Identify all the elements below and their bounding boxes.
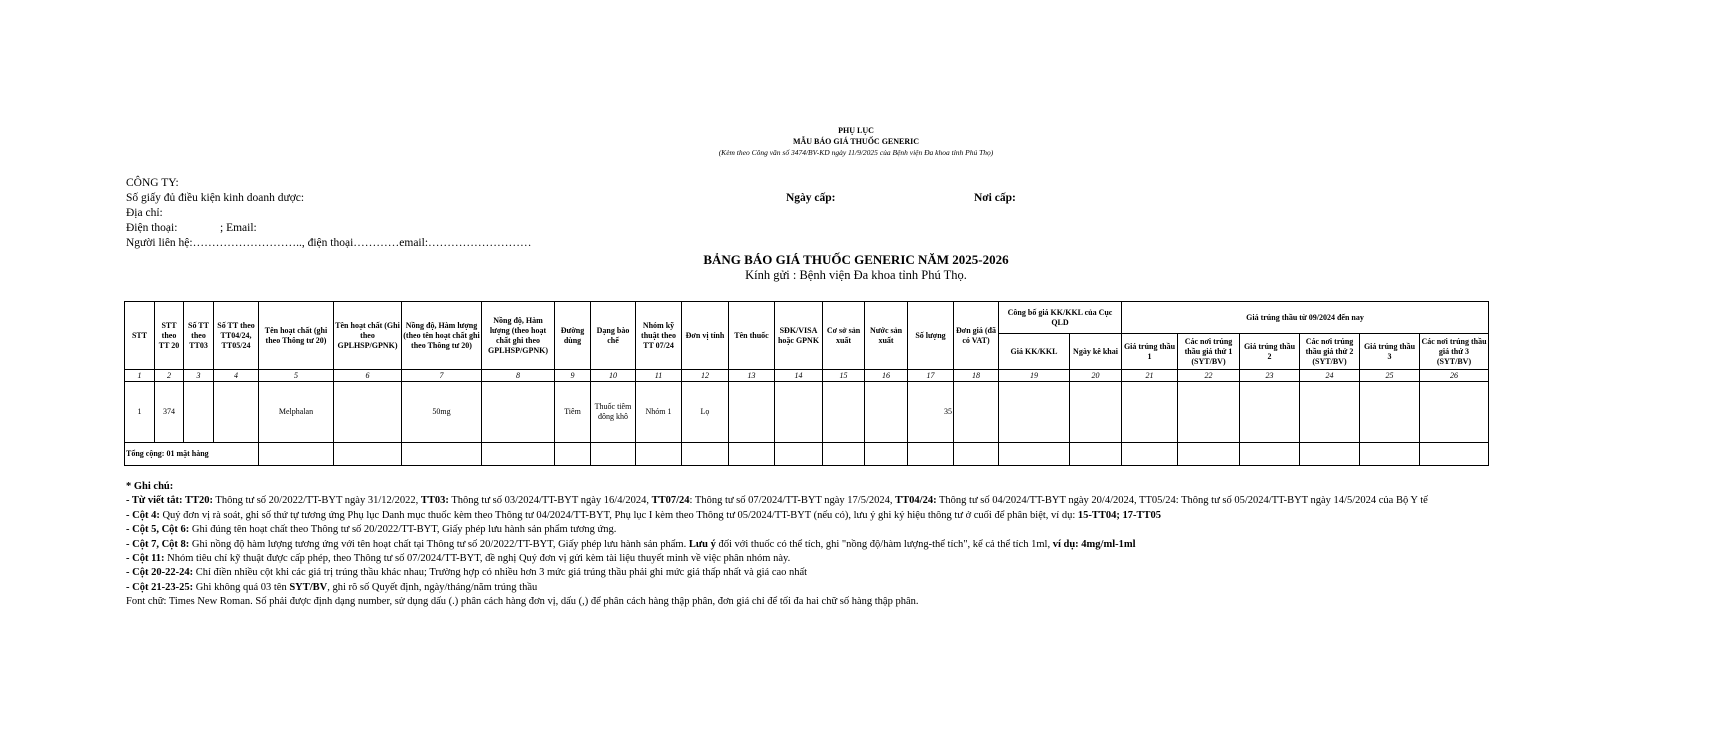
document-title: BẢNG BÁO GIÁ THUỐC GENERIC NĂM 2025-2026 <box>703 252 1009 267</box>
col-header-place2: Các nơi trúng thầu giá thứ 2 (SYT/BV) <box>1300 334 1360 370</box>
contact-line: Người liên hệ:……………………….., điện thoại…………email:……………………… <box>126 237 532 249</box>
column-number: 7 <box>402 370 482 382</box>
column-number: 14 <box>775 370 823 382</box>
col-header-route: Đường dùng <box>555 302 591 370</box>
column-number: 20 <box>1070 370 1122 382</box>
cell-unit-price <box>954 382 999 443</box>
col-header-so-tt-tt04: Số TT theo TT04/24, TT05/24 <box>214 302 259 370</box>
total-cell <box>1240 443 1300 466</box>
cell-win1 <box>1122 382 1178 443</box>
col-header-tech-group: Nhóm kỹ thuật theo TT 07/24 <box>636 302 682 370</box>
notes-section <box>126 480 1428 610</box>
total-cell <box>823 443 865 466</box>
cell-quantity: 35 <box>908 382 954 443</box>
issue-place-label: Nơi cấp: <box>974 192 1016 204</box>
appendix-label: PHỤ LỤC <box>838 126 874 135</box>
note-font: Font chữ: Times New Roman. Số phải được định dạng number, sử dụng dấu (.) phân cách hàng đơn vị, dấu (,) để phân cách hàng thập phân, đơn giá chỉ để tối đa hai chữ số hàng thập phân. <box>126 596 919 608</box>
column-number: 6 <box>334 370 402 382</box>
total-cell <box>1360 443 1420 466</box>
column-number: 24 <box>1300 370 1360 382</box>
cell-route: Tiêm <box>555 382 591 443</box>
total-cell <box>999 443 1070 466</box>
price-quote-table <box>124 301 1489 466</box>
cell-so-tt-tt03 <box>184 382 214 443</box>
cell-win2 <box>1240 382 1300 443</box>
cell-place3 <box>1420 382 1489 443</box>
column-number: 4 <box>214 370 259 382</box>
cell-tech-group: Nhóm 1 <box>636 382 682 443</box>
total-cell <box>636 443 682 466</box>
total-cell <box>482 443 555 466</box>
total-row <box>125 443 1489 466</box>
column-number: 8 <box>482 370 555 382</box>
address-label: Địa chỉ: <box>126 207 163 219</box>
company-label: CÔNG TY: <box>126 177 179 189</box>
col-header-active-gplhsp: Tên hoạt chất (Ghi theo GPLHSP/GPNK) <box>334 302 402 370</box>
total-cell <box>555 443 591 466</box>
cell-so-tt-tt04 <box>214 382 259 443</box>
col-header-manufacturer: Cơ sở sản xuất <box>823 302 865 370</box>
column-number: 13 <box>729 370 775 382</box>
total-cell <box>1178 443 1240 466</box>
total-cell <box>865 443 908 466</box>
col-header-place3: Các nơi trúng thầu giá thứ 3 (SYT/BV) <box>1420 334 1489 370</box>
total-label: Tổng cộng: 01 mặt hàng <box>125 443 259 466</box>
cell-conc-tt20: 50mg <box>402 382 482 443</box>
col-header-so-tt-tt03: Số TT theo TT03 <box>184 302 214 370</box>
column-number: 21 <box>1122 370 1178 382</box>
header-row-1 <box>125 302 1489 334</box>
col-header-winning-group: Giá trúng thầu từ 09/2024 đến nay <box>1122 302 1489 334</box>
total-cell <box>954 443 999 466</box>
note-column-11: - Cột 11: Nhóm tiêu chí kỹ thuật được cấp phép, theo Thông tư số 07/2024/TT-BYT, đề nghị Quý đơn vị gửi kèm tài liệu thuyết minh về việc phân nhóm này. <box>126 553 791 565</box>
column-number-row <box>125 370 1489 382</box>
col-header-country: Nước sản xuất <box>865 302 908 370</box>
col-header-conc-tt20: Nồng độ, Hàm lượng (theo tên hoạt chất ghi theo Thông tư 20) <box>402 302 482 370</box>
cell-unit: Lọ <box>682 382 729 443</box>
cell-place1 <box>1178 382 1240 443</box>
total-cell <box>1420 443 1489 466</box>
col-header-form: Dạng bào chế <box>591 302 636 370</box>
column-number: 19 <box>999 370 1070 382</box>
column-number: 1 <box>125 370 155 382</box>
total-cell <box>908 443 954 466</box>
total-cell <box>1122 443 1178 466</box>
total-cell <box>1070 443 1122 466</box>
total-cell <box>775 443 823 466</box>
total-cell <box>591 443 636 466</box>
col-header-declared-date: Ngày kê khai <box>1070 334 1122 370</box>
cell-declared-price <box>999 382 1070 443</box>
column-number: 10 <box>591 370 636 382</box>
note-abbreviations: - Từ viết tắt: TT20: Thông tư số 20/2022/TT-BYT ngày 31/12/2022, TT03: Thông tư số 03/2024/TT-BYT ngày 16/4/2024, TT07/24: Thông tư số 07/2024/TT-BYT ngày 17/5/2024, TT04/24: Thông tư số 04/2024/TT-BYT ngày 20/4/2024, TT05/24: Thông tư số 05/2024/TT-BYT ngày 14/5/2024 của Bộ Y tế <box>126 495 1428 507</box>
column-number: 26 <box>1420 370 1489 382</box>
column-number: 15 <box>823 370 865 382</box>
cell-stt-tt20: 374 <box>155 382 184 443</box>
total-cell <box>402 443 482 466</box>
total-cell <box>729 443 775 466</box>
col-header-active-tt20: Tên hoạt chất (ghi theo Thông tư 20) <box>259 302 334 370</box>
col-header-win3: Giá trúng thầu 3 <box>1360 334 1420 370</box>
cell-active-tt20: Melphalan <box>259 382 334 443</box>
column-number: 3 <box>184 370 214 382</box>
col-header-win2: Giá trúng thầu 2 <box>1240 334 1300 370</box>
col-header-unit-price: Đơn giá (đã có VAT) <box>954 302 999 370</box>
cell-stt: 1 <box>125 382 155 443</box>
col-header-drug-name: Tên thuốc <box>729 302 775 370</box>
cell-active-gplhsp <box>334 382 402 443</box>
column-number: 11 <box>636 370 682 382</box>
cell-win3 <box>1360 382 1420 443</box>
license-label: Số giấy đủ điều kiện kinh doanh dược: <box>126 192 305 204</box>
reference-note: (Kèm theo Công văn số 3474/BV-KD ngày 11/9/2025 của Bệnh viện Đa khoa tỉnh Phú Thọ) <box>718 148 994 157</box>
note-column-5-6: - Cột 5, Cột 6: Ghi đúng tên hoạt chất theo Thông tư số 20/2022/TT-BYT, Giấy phép lưu hành sản phẩm tương ứng. <box>126 524 617 536</box>
col-header-declared-price: Giá KK/KKL <box>999 334 1070 370</box>
col-header-place1: Các nơi trúng thầu giá thứ 1 (SYT/BV) <box>1178 334 1240 370</box>
column-number: 22 <box>1178 370 1240 382</box>
notes-heading: * Ghi chú: <box>126 481 174 492</box>
phone-label: Điện thoại: <box>126 222 178 234</box>
total-cell <box>1300 443 1360 466</box>
col-header-reg-no: SĐK/VISA hoặc GPNK <box>775 302 823 370</box>
note-column-4: - Cột 4: Quý đơn vị rà soát, ghi số thứ tự tương ứng Phụ lục Danh mục thuốc kèm theo Thông tư 04/2024/TT-BYT, Phụ lục I kèm theo Thông tư 05/2024/TT-BYT (nếu có), lưu ý ghi ký hiệu thông tư ở cuối để phân biệt, ví dụ: 15-TT04; 17-TT05 <box>126 509 1162 521</box>
column-number: 23 <box>1240 370 1300 382</box>
cell-declared-date <box>1070 382 1122 443</box>
col-header-conc-gplhsp: Nồng độ, Hàm lượng (theo hoạt chất ghi theo GPLHSP/GPNK) <box>482 302 555 370</box>
note-column-21-23-25: - Cột 21-23-25: Ghi không quá 03 tên SYT/BV, ghi rõ số Quyết định, ngày/tháng/năm trúng thầu <box>126 581 538 593</box>
column-number: 5 <box>259 370 334 382</box>
column-number: 12 <box>682 370 729 382</box>
note-column-20-22-24: - Cột 20-22-24: Chỉ điền nhiều cột khi các giá trị trúng thầu khác nhau; Trường hợp có nhiều hơn 3 mức giá trúng thầu phải ghi mức giá thấp nhất và giá cao nhất <box>126 567 808 579</box>
col-header-declared-group: Công bố giá KK/KKL của Cục QLD <box>999 302 1122 334</box>
col-header-win1: Giá trúng thầu 1 <box>1122 334 1178 370</box>
col-header-stt: STT <box>125 302 155 370</box>
template-title: MẪU BÁO GIÁ THUỐC GENERIC <box>792 137 920 146</box>
column-number: 9 <box>555 370 591 382</box>
table-row <box>125 382 1489 443</box>
cell-place2 <box>1300 382 1360 443</box>
total-cell <box>259 443 334 466</box>
column-number: 17 <box>908 370 954 382</box>
cell-form: Thuốc tiêm đông khô <box>591 382 636 443</box>
cell-country <box>865 382 908 443</box>
column-number: 18 <box>954 370 999 382</box>
total-cell <box>682 443 729 466</box>
cell-reg-no <box>775 382 823 443</box>
column-number: 2 <box>155 370 184 382</box>
col-header-unit: Đơn vị tính <box>682 302 729 370</box>
email-label: ; Email: <box>220 222 257 234</box>
document-subtitle: Kính gửi : Bệnh viện Đa khoa tỉnh Phú Thọ. <box>745 268 967 282</box>
col-header-quantity: Số lượng <box>908 302 954 370</box>
column-number: 16 <box>865 370 908 382</box>
column-number: 25 <box>1360 370 1420 382</box>
note-column-7-8: - Cột 7, Cột 8: Ghi nồng độ hàm lượng tương ứng với tên hoạt chất tại Thông tư số 20/2022/TT-BYT, Giấy phép lưu hành sản phẩm. Lưu ý đối với thuốc có thể tích, ghi "nồng độ/hàm lượng-thể tích", kể cả thể tích 1ml, ví dụ: 4mg/ml-1ml <box>126 538 1136 550</box>
cell-drug-name <box>729 382 775 443</box>
total-cell <box>334 443 402 466</box>
issue-date-label: Ngày cấp: <box>786 192 836 204</box>
cell-manufacturer <box>823 382 865 443</box>
cell-conc-gplhsp <box>482 382 555 443</box>
col-header-stt-tt20: STT theo TT 20 <box>155 302 184 370</box>
